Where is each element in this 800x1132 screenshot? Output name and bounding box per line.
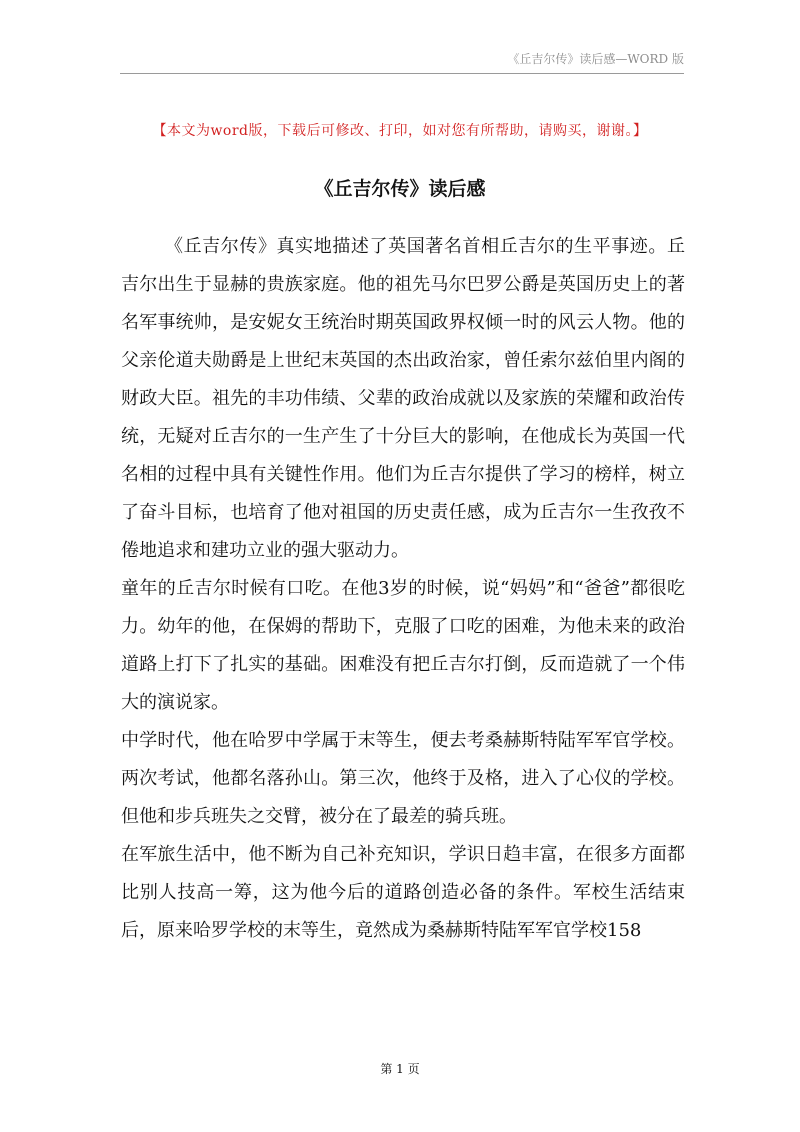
- paragraph-4: 在军旅生活中，他不断为自己补充知识，学识日趋丰富，在很多方面都比别人技高一筹，这为他今后的道路创造必备的条件。军校生活结束后，原来哈罗学校的末等生，竟然成为桑赫斯特陆军军官学校158: [121, 844, 685, 941]
- download-notice: 【本文为word版，下载后可修改、打印，如对您有所帮助，请购买，谢谢。】: [152, 123, 648, 139]
- paragraph-2: 童年的丘吉尔时候有口吃。在他3岁的时候，说“妈妈”和“爸爸”都很吃力。幼年的他，在保姆的帮助下，克服了口吃的困难，为他未来的政治道路上打下了扎实的基础。困难没有把丘吉尔打倒，反而造就了一个伟大的演说家。: [121, 578, 685, 713]
- document-body: [121, 228, 685, 950]
- paragraph-1: 《丘吉尔传》真实地描述了英国著名首相丘吉尔的生平事迹。丘吉尔出生于显赫的贵族家庭。他的祖先马尔巴罗公爵是英国历史上的著名军事统帅，是安妮女王统治时期英国政界权倾一时的风云人物。他的父亲伦道夫勋爵是上世纪末英国的杰出政治家，曾任索尔兹伯里内阁的财政大臣。祖先的丰功伟绩、父辈的政治成就以及家族的荣耀和政治传统，无疑对丘吉尔的一生产生了十分巨大的影响，在他成长为英国一代名相的过程中具有关键性作用。他们为丘吉尔提供了学习的榜样，树立了奋斗目标，也培育了他对祖国的历史责任感，成为丘吉尔一生孜孜不倦地追求和建功立业的强大驱动力。: [121, 236, 685, 561]
- page-header: 《丘吉尔传》读后感—WORD 版: [120, 50, 684, 74]
- document-title: 《丘吉尔传》读后感: [314, 178, 486, 200]
- page-number: 第 1 页: [380, 1062, 420, 1076]
- paragraph-3: 中学时代，他在哈罗中学属于末等生，便去考桑赫斯特陆军军官学校。两次考试，他都名落孙山。第三次，他终于及格，进入了心仪的学校。但他和步兵班失之交臂，被分在了最差的骑兵班。: [121, 730, 685, 827]
